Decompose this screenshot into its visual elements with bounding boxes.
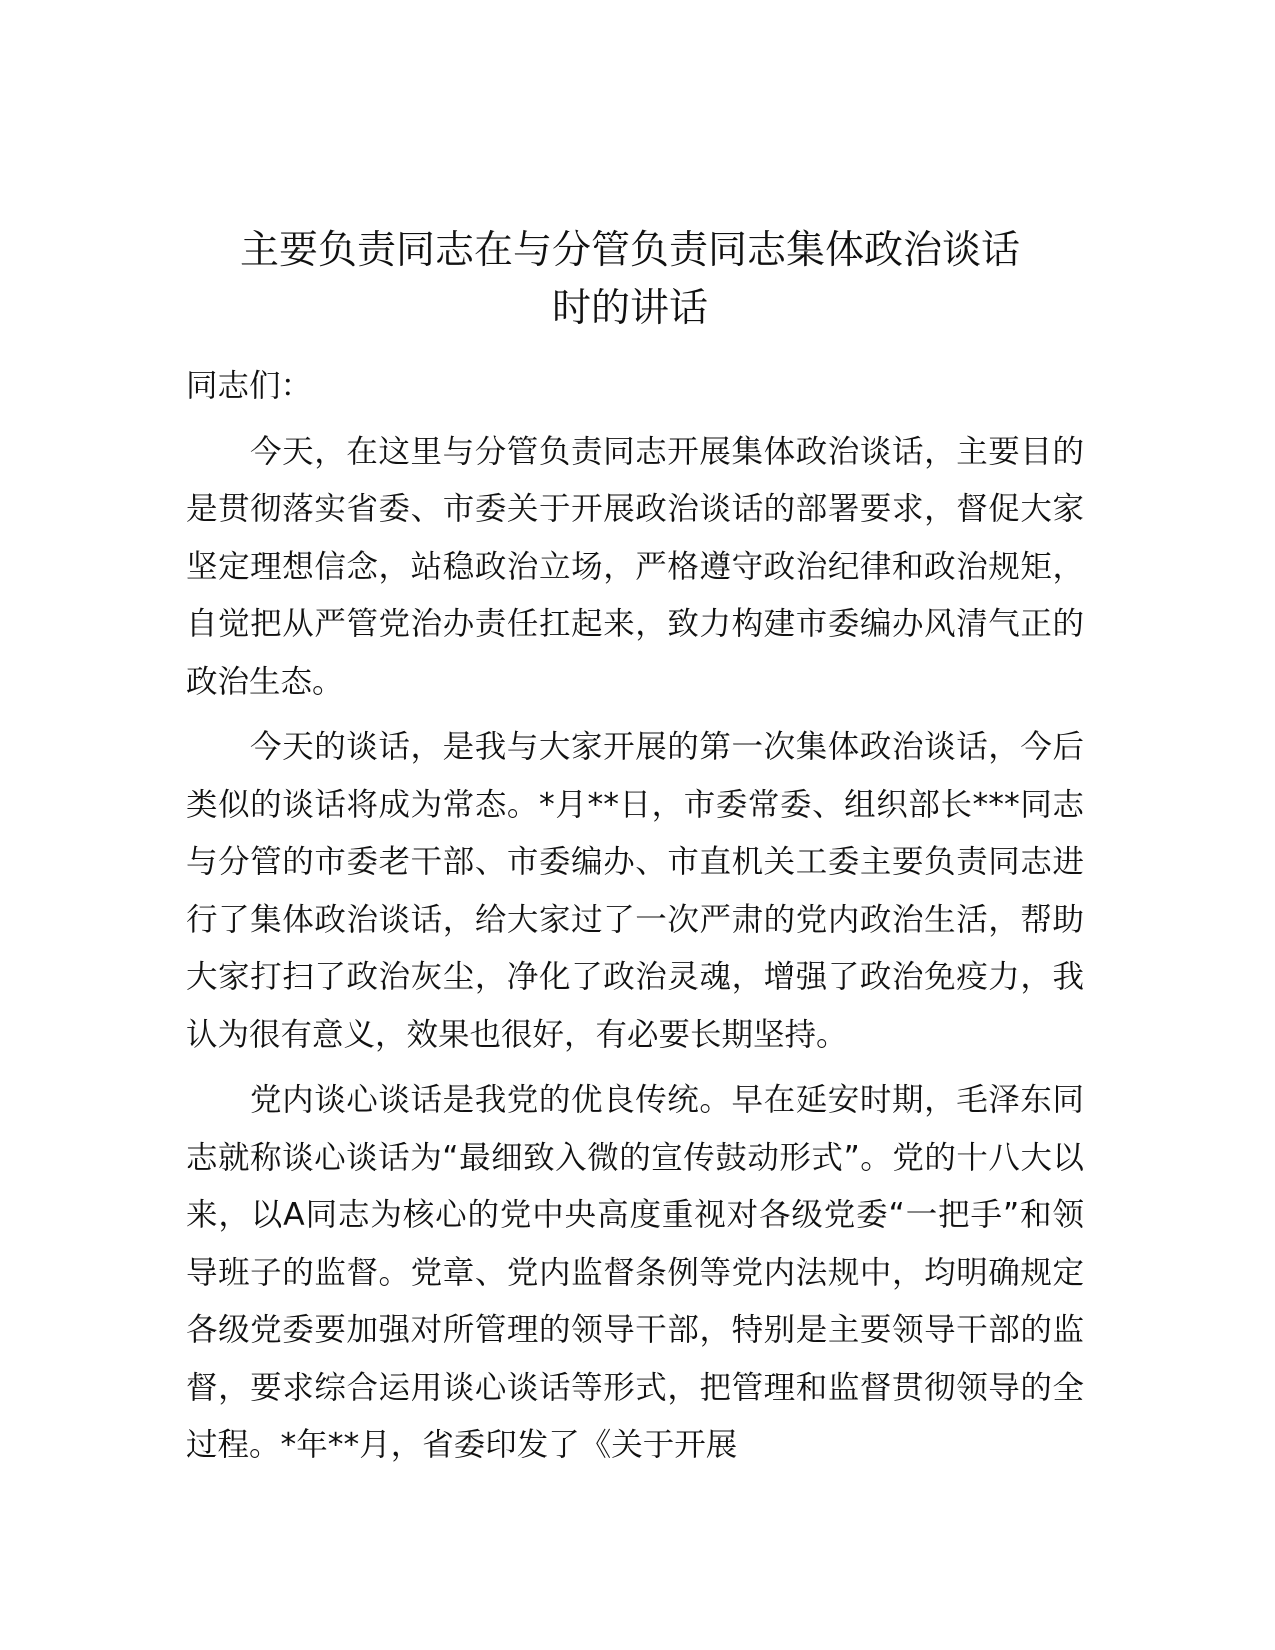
- paragraph-2: 今天的谈话，是我与大家开展的第一次集体政治谈话，今后类似的谈话将成为常态。*月**日，市委常委、组织部长***同志与分管的市委老干部、市委编办、市直机关工委主要负责同志进行了集体政治谈话，给大家过了一次严肃的党内政治生活，帮助大家打扫了政治灰尘，净化了政治灵魂，增强了政治免疫力，我认为很有意义，效果也很好，有必要长期坚持。: [186, 729, 1084, 1053]
- paragraph-3: 党内谈心谈话是我党的优良传统。早在延安时期，毛泽东同志就称谈心谈话为“最细致入微的宣传鼓动形式”。党的十八大以来，以A同志为核心的党中央高度重视对各级党委“一把手”和领导班子的监督。党章、党内监督条例等党内法规中，均明确规定各级党委要加强对所管理的领导干部，特别是主要领导干部的监督，要求综合运用谈心谈话等形式，把管理和监督贯彻领导的全过程。*年**月，省委印发了《关于开展: [186, 1082, 1084, 1463]
- title-line-1: 主要负责同志在与分管负责同志集体政治谈话: [239, 228, 1020, 273]
- title-line-2: 时的讲话: [551, 286, 708, 331]
- document-title: [180, 222, 1080, 338]
- salutation: 同志们：: [186, 368, 313, 404]
- paragraph-1: 今天，在这里与分管负责同志开展集体政治谈话，主要目的是贯彻落实省委、市委关于开展政治谈话的部署要求，督促大家坚定理想信念，站稳政治立场，严格遵守政治纪律和政治规矩，自觉把从严管党治办责任扛起来，致力构建市委编办风清气正的政治生态。: [186, 433, 1084, 700]
- document-body: [186, 358, 1084, 1483]
